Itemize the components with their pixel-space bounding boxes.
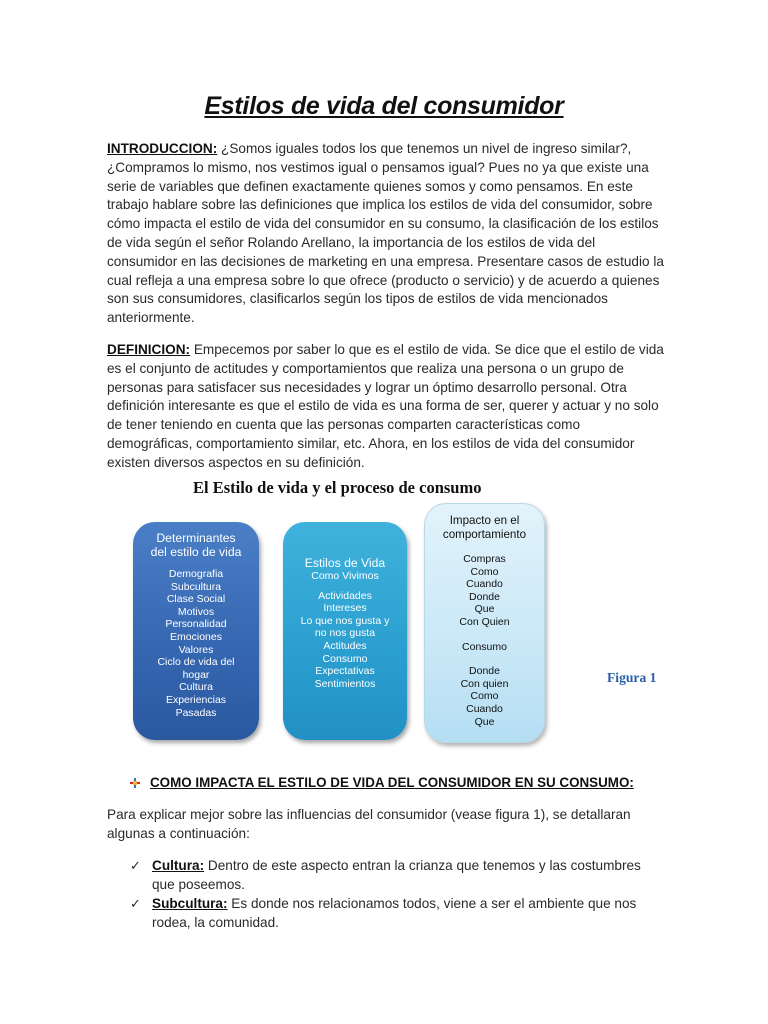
impact-box xyxy=(424,503,545,743)
item-text: Es donde nos relacionamos todos, viene a ser el ambiente que nos rodea, la comunidad. xyxy=(152,896,637,930)
intro-label: INTRODUCCION: xyxy=(107,141,218,156)
four-point-star-icon xyxy=(130,778,140,788)
determinants-list xyxy=(133,568,259,719)
list-item: Emociones xyxy=(170,630,222,643)
impact-heading-line1: Impacto en el xyxy=(449,514,520,527)
determinants-heading xyxy=(133,531,259,559)
item-label: Subcultura: xyxy=(152,896,228,911)
explain-paragraph: Para explicar mejor sobre las influencias del consumidor (vease figura 1), se detallaran algunas a continuación: xyxy=(107,807,631,841)
list-item: Consumo xyxy=(322,652,368,665)
checkmark-icon: ✓ xyxy=(130,858,141,873)
list-item: Expectativas xyxy=(315,665,375,678)
spacer xyxy=(425,629,544,641)
intro-paragraph xyxy=(107,140,667,328)
checkmark-icon: ✓ xyxy=(130,896,141,911)
figure-title: El Estilo de vida y el proceso de consumo xyxy=(193,478,482,497)
list-item: Personalidad xyxy=(165,618,227,631)
list-item: Pasadas xyxy=(175,706,217,719)
lifestyles-box xyxy=(283,522,407,740)
list-item: Con Quien xyxy=(459,615,510,628)
determinants-heading-line1: Determinantes xyxy=(156,531,236,545)
document-title: Estilos de vida del consumidor xyxy=(204,92,564,120)
list-item: Compras xyxy=(463,553,506,565)
section-heading-text: COMO IMPACTA EL ESTILO DE VIDA DEL CONSUMIDOR EN SU CONSUMO: xyxy=(150,775,634,790)
impact-heading xyxy=(425,514,544,542)
list-item: Subcultura xyxy=(170,580,222,593)
list-item xyxy=(130,857,650,895)
determinants-box xyxy=(133,522,259,740)
lifestyles-heading: Estilos de Vida xyxy=(304,556,386,570)
list-item: Cultura xyxy=(179,681,213,694)
list-item: Cuando xyxy=(466,702,503,715)
list-item: Que xyxy=(474,715,495,728)
list-item: Actividades xyxy=(318,589,372,602)
section-heading xyxy=(130,775,634,790)
definition-paragraph xyxy=(107,341,667,473)
list-item: hogar xyxy=(182,668,210,681)
item-label: Cultura: xyxy=(152,858,205,873)
spacer xyxy=(425,653,544,665)
list-item: Ciclo de vida del xyxy=(157,656,235,669)
list-item: Donde xyxy=(469,665,500,678)
list-item: Experiencias xyxy=(165,693,227,706)
lifestyles-list xyxy=(283,590,407,691)
list-item: Lo que nos gusta y xyxy=(300,614,390,627)
list-item: Sentimientos xyxy=(314,677,376,690)
impact-middle-label: Consumo xyxy=(462,640,507,653)
list-item: Cuando xyxy=(466,578,503,591)
list-item: Que xyxy=(474,603,495,616)
intro-text: ¿Somos iguales todos los que tenemos un nivel de ingreso similar?, ¿Compramos lo mismo, nos vestimos igual o pensamos igual? Pues no ya que existe una serie de variables que definen exactamente quienes somos y como pensamos. En este trabajo hablare sobre las definiciones que implica los estilos de vida del consumidor, sobre cómo impacta el estilo de vida del consumidor en su consumo, la clasificación de los estilos de vida según el señor Rolando Arellano, la importancia de los estilos de vida del consumidor en las decisiones de marketing en una empresa. Presentare casos de estudio la cual refleja a una empresa sobre lo que ofrece (producto o servicio) y de acuerdo a quienes son sus consumidores, clasificarlos según los tipos de estilos de vida mencionados anteriormente. xyxy=(107,141,664,326)
list-item: Clase Social xyxy=(166,593,226,606)
definition-text: Empecemos por saber lo que es el estilo de vida. Se dice que el estilo de vida es el conjunto de actitudes y comportamientos que realiza una persona o un grupo de personas para satisfacer sus necesidades y lograr un óptimo desarrollo personal. Otra definición interesante es que el estilo de vida es una forma de ser, querer y actuar y no solo de tener teniendo en cuenta que las personas comparten características como demográficas, comportamiento similar, etc. Ahora, en los estilos de vida del consumidor existen diversos aspectos en su definición. xyxy=(107,342,664,470)
list-item: Con quien xyxy=(460,677,509,690)
item-text: Dentro de este aspecto entran la crianza que tenemos y las costumbres que poseemos. xyxy=(152,858,641,892)
lifestyles-subheading: Como Vivimos xyxy=(311,570,379,582)
figure-label: Figura 1 xyxy=(607,670,657,685)
list-item: Valores xyxy=(178,643,214,656)
list-item: Motivos xyxy=(177,605,215,618)
determinants-heading-line2: del estilo de vida xyxy=(150,545,242,559)
impact-list xyxy=(425,553,544,728)
list-item: Actitudes xyxy=(323,639,367,652)
list-item: no nos gusta xyxy=(314,627,376,640)
list-item: Como xyxy=(470,565,499,578)
impact-heading-line2: comportamiento xyxy=(442,528,527,541)
list-item xyxy=(130,895,650,933)
list-item: Donde xyxy=(469,590,500,603)
list-item: Intereses xyxy=(323,602,367,615)
list-item: Demografia xyxy=(168,568,224,580)
definition-label: DEFINICION: xyxy=(107,342,191,357)
list-item: Como xyxy=(470,690,499,703)
